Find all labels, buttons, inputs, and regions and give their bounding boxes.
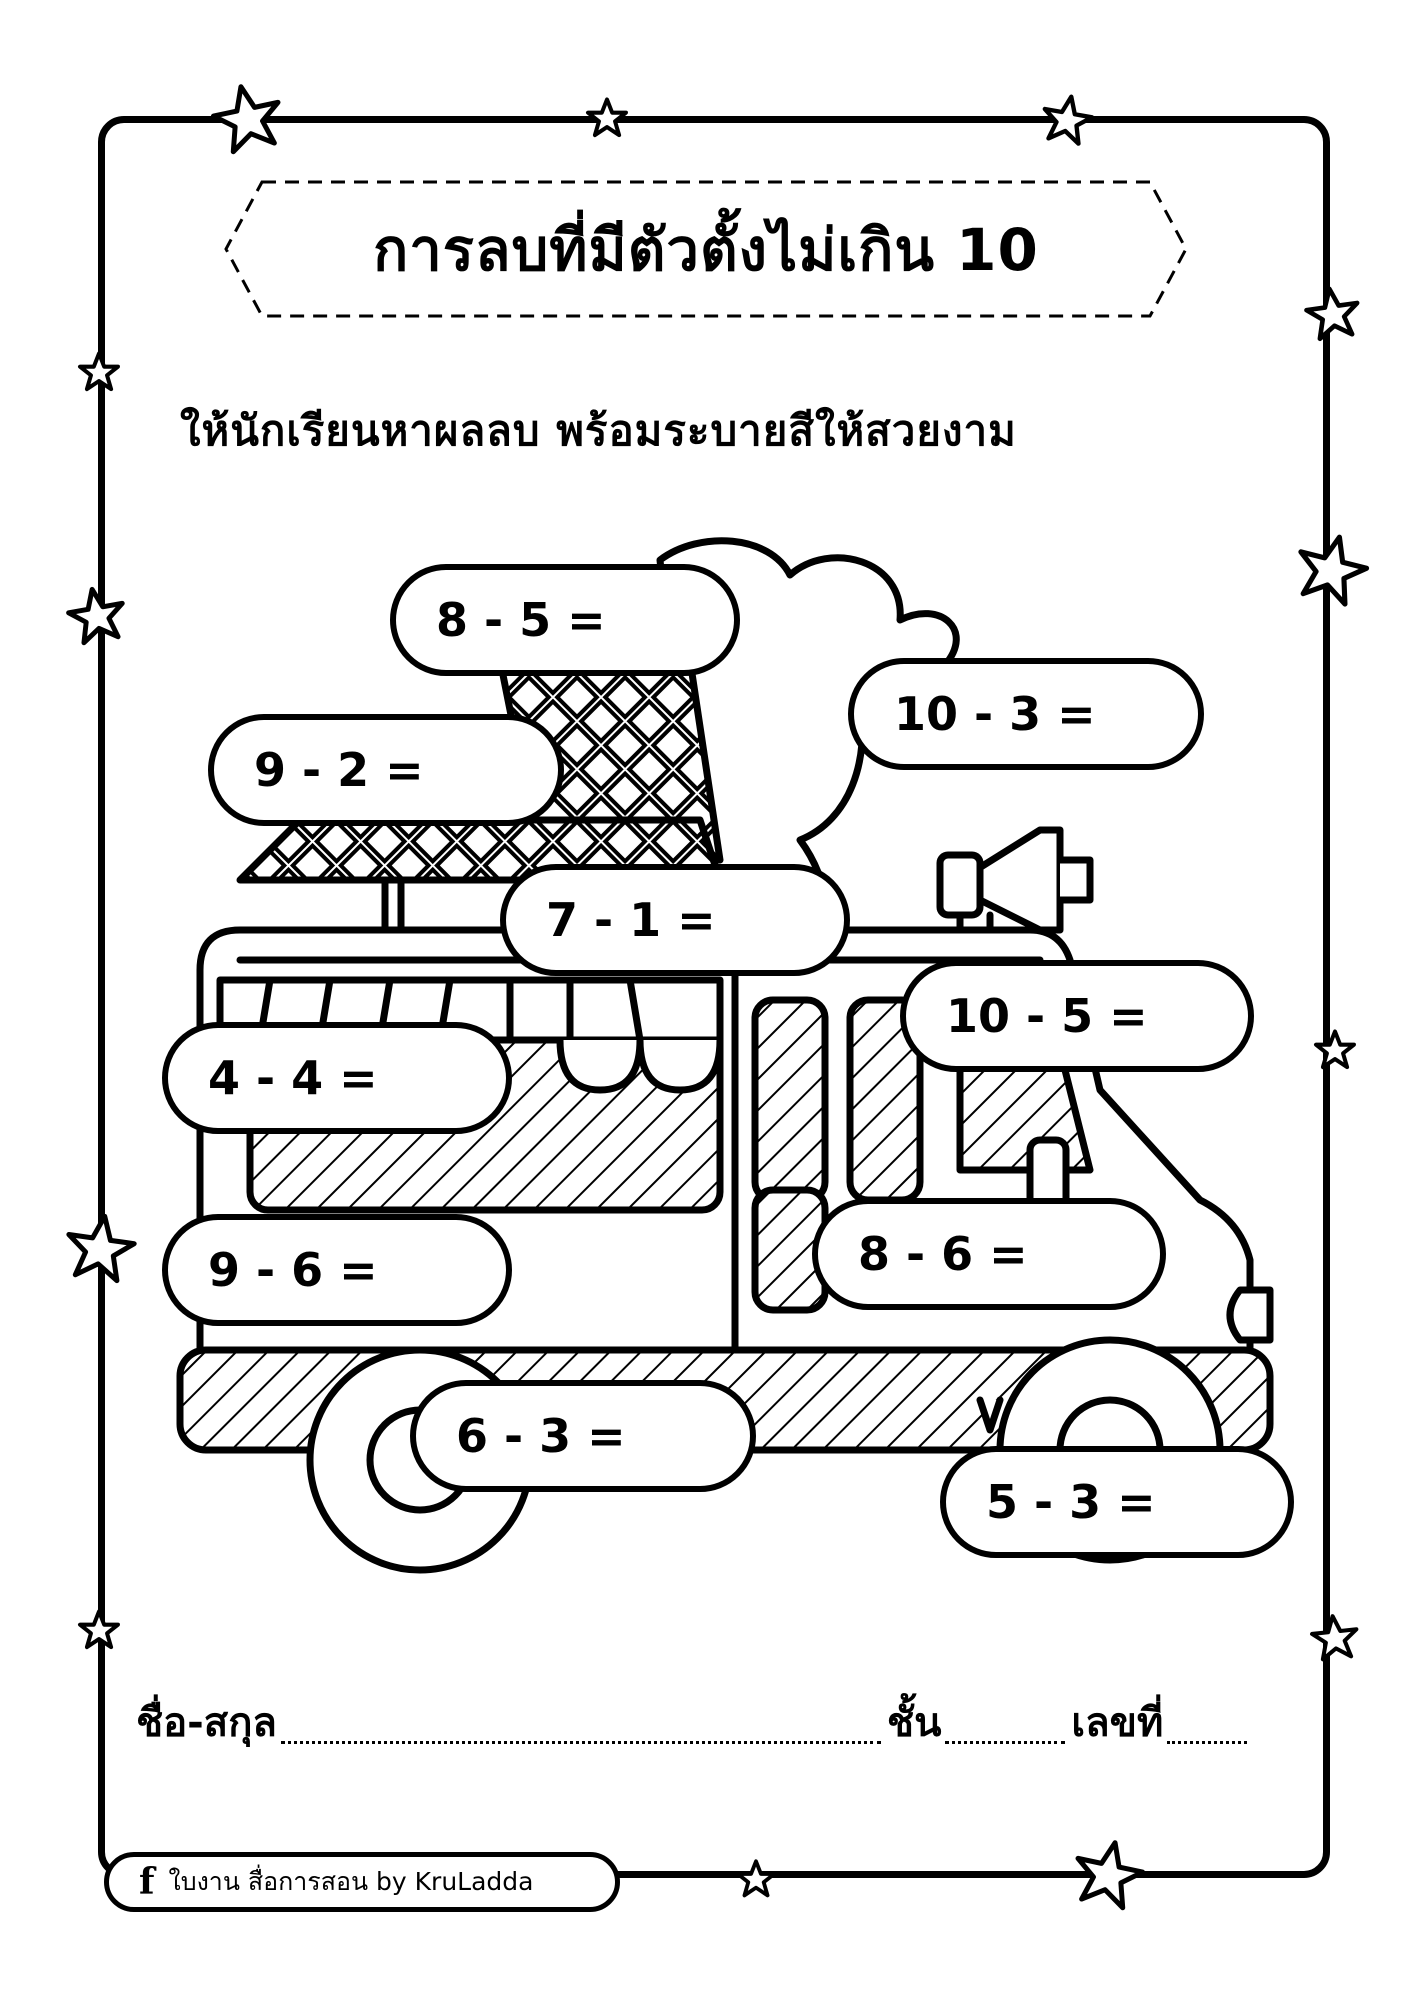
class-label: ชั้น — [886, 1700, 942, 1746]
footer-credit — [104, 1852, 620, 1912]
subtraction-problem: 9 - 2 = — [208, 714, 564, 826]
subtraction-problem: 9 - 6 = — [162, 1214, 512, 1326]
footer-text: ใบงาน สื่อการสอน by KruLadda — [168, 1867, 534, 1896]
name-label: ชื่อ-สกุล — [136, 1700, 277, 1746]
subtraction-problem: 8 - 5 = — [390, 564, 740, 676]
student-info-line — [136, 1694, 1286, 1754]
class-blank[interactable] — [945, 1741, 1065, 1744]
subtraction-problem: 5 - 3 = — [940, 1446, 1294, 1558]
number-label: เลขที่ — [1071, 1700, 1164, 1746]
page-title: การลบที่มีตัวตั้งไม่เกิน 10 — [373, 215, 1039, 284]
name-blank[interactable] — [281, 1741, 881, 1744]
instruction-text: ให้นักเรียนหาผลลบ พร้อมระบายสีให้สวยงาม — [180, 406, 1017, 455]
facebook-icon: f — [139, 1861, 155, 1903]
subtraction-problem: 4 - 4 = — [162, 1022, 512, 1134]
subtraction-problem: 7 - 1 = — [500, 864, 850, 976]
subtraction-problem: 10 - 3 = — [848, 658, 1204, 770]
number-blank[interactable] — [1167, 1741, 1247, 1744]
subtraction-problem: 8 - 6 = — [812, 1198, 1166, 1310]
subtraction-problem: 6 - 3 = — [410, 1380, 756, 1492]
subtraction-problem: 10 - 5 = — [900, 960, 1254, 1072]
